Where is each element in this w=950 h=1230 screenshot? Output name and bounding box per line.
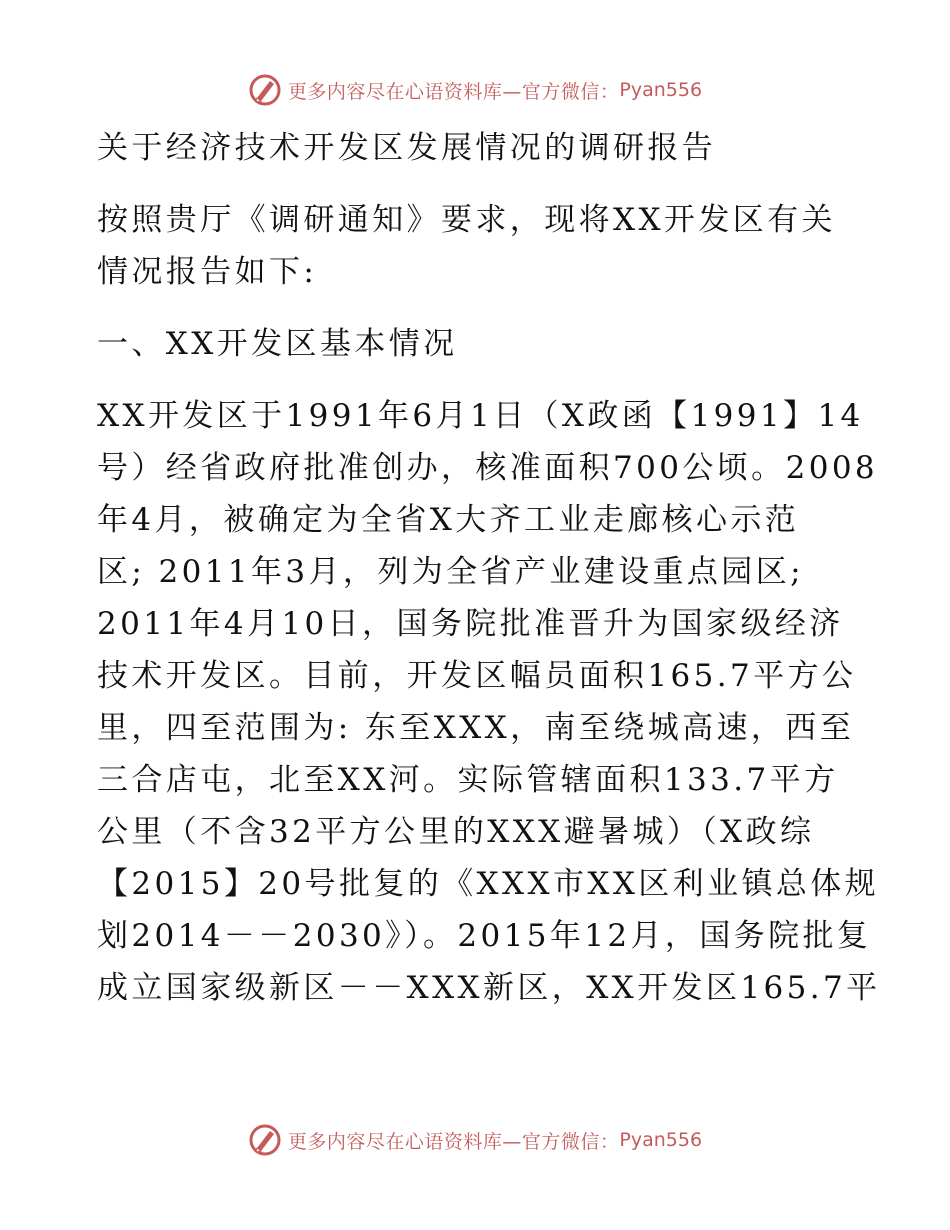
paragraph-line: 2011年4月10日，国务院批准晋升为国家级经济 bbox=[97, 606, 844, 642]
paragraph-line: 里，四至范围为: 东至XXX，南至绕城高速，西至 bbox=[97, 710, 855, 746]
paragraph-line: 年4月，被确定为全省X大齐工业走廊核心示范 bbox=[97, 502, 800, 538]
paragraph-line: 情况报告如下: bbox=[97, 254, 318, 290]
paragraph-line: 技术开发区。目前，开发区幅员面积165.7平方公 bbox=[97, 658, 857, 694]
intro-paragraph bbox=[97, 194, 857, 298]
section-heading: 一、XX开发区基本情况 bbox=[97, 326, 458, 362]
paragraph-line: 成立国家级新区－－XXX新区，XX开发区165.7平 bbox=[97, 970, 881, 1006]
paragraph-line: 三合店屯，北至XX河。实际管辖面积133.7平方 bbox=[97, 762, 839, 798]
pen-logo-icon bbox=[248, 1123, 282, 1157]
paragraph-line: 按照贵厅《调研通知》要求，现将XX开发区有关 bbox=[97, 202, 836, 238]
watermark-text: 更多内容尽在心语资料库—官方微信： bbox=[287, 80, 620, 103]
watermark-banner-bottom bbox=[0, 1120, 950, 1160]
paragraph-line: 号）经省政府批准创办，核准面积700公顷。2008 bbox=[97, 450, 879, 486]
paragraph-line: 划2014－－2030》）。2015年12月，国务院批复 bbox=[97, 918, 872, 954]
paragraph-line: 【2015】20号批复的《XXX市XX区利业镇总体规 bbox=[97, 866, 880, 902]
document-title: 关于经济技术开发区发展情况的调研报告 bbox=[97, 130, 717, 166]
watermark-text: 更多内容尽在心语资料库—官方微信： bbox=[287, 1130, 620, 1153]
section-paragraph bbox=[97, 390, 881, 1014]
document-body bbox=[97, 122, 881, 1014]
wechat-id: Pyan556 bbox=[619, 79, 703, 101]
paragraph-line: 公里（不含32平方公里的XXX避暑城）（X政综 bbox=[97, 814, 815, 850]
paragraph-line: 区; 2011年3月，列为全省产业建设重点园区; bbox=[97, 554, 804, 590]
paragraph-line: XX开发区于1991年6月1日（X政函【1991】14 bbox=[97, 398, 864, 434]
pen-logo-icon bbox=[248, 73, 282, 107]
wechat-id: Pyan556 bbox=[619, 1129, 703, 1151]
watermark-banner-top bbox=[0, 70, 950, 110]
